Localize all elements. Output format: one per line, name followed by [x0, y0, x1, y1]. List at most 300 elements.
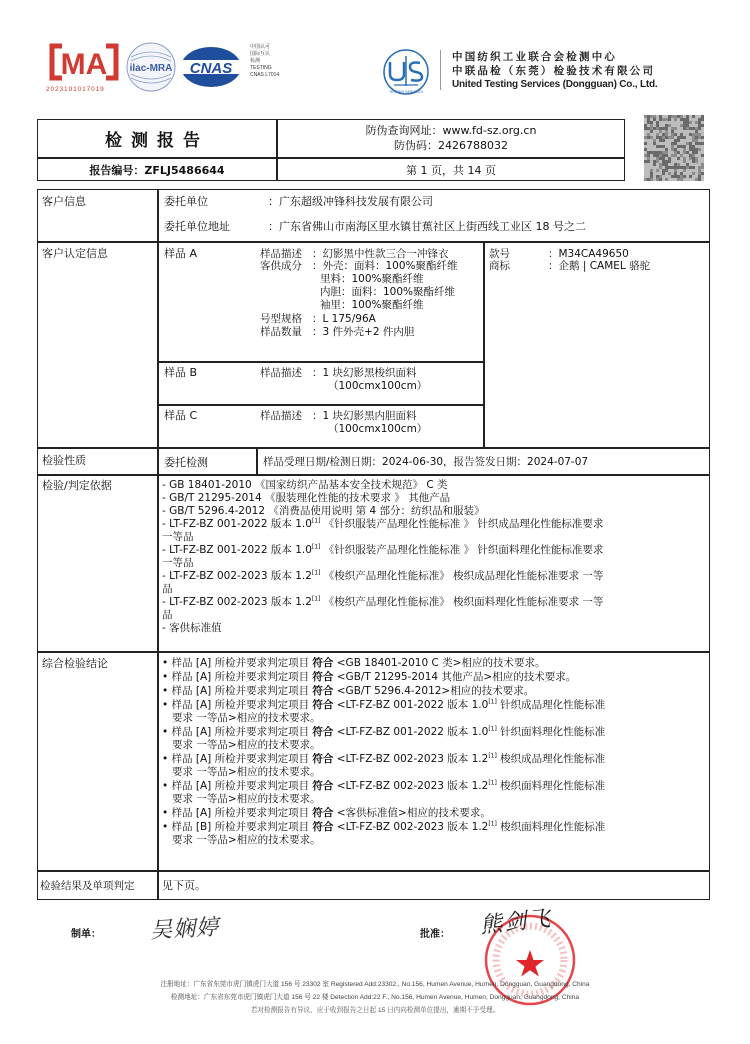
qr-module: [671, 166, 674, 169]
conclusion-item-wrap: 要求 一等品>相应的技术要求。: [172, 739, 321, 751]
qr-module: [659, 115, 662, 118]
qr-module: [683, 121, 686, 124]
cma-logo-text: MA: [60, 48, 108, 81]
qr-module: [692, 157, 695, 160]
cnas-note-line: TESTING: [250, 65, 272, 71]
qr-module: [677, 175, 680, 178]
qr-module: [680, 145, 683, 148]
qr-module: [686, 151, 689, 154]
qr-code[interactable]: [644, 115, 704, 181]
conclusion-prefix: • 样品 [A] 所检并要求判定项目: [162, 753, 313, 765]
qr-module: [671, 142, 674, 145]
conclusion-body: <LT-FZ-BZ 002-2023 版本 1.2: [333, 780, 489, 792]
conclusion-item: [162, 671, 707, 684]
qr-module: [695, 160, 698, 163]
uts-ring-text: TESTING SERVICES: [389, 90, 423, 94]
standard-item-wrap: 一等品: [162, 531, 194, 543]
org-name-line3: United Testing Services (Dongguan) Co., Ltd.: [452, 79, 658, 90]
standard-item: [162, 505, 707, 518]
qr-module: [674, 151, 677, 154]
qr-module: [662, 172, 665, 175]
cnas-note: [250, 44, 279, 79]
qr-module: [677, 115, 680, 118]
pass-verdict: 符合: [312, 821, 334, 833]
sample-b-label: 样品 B: [164, 366, 198, 379]
qr-module: [659, 178, 662, 181]
qr-module: [662, 169, 665, 172]
qr-module: [698, 127, 701, 130]
qr-module: [701, 166, 704, 169]
address-label: 委托单位地址: [164, 220, 230, 233]
conclusion-tail: 梭织面料理化性能标准: [496, 821, 606, 833]
qr-module: [695, 133, 698, 136]
qr-module: [695, 148, 698, 151]
qr-module: [659, 154, 662, 157]
sample-a-composition-label: 客供成分: [260, 260, 302, 272]
qr-module: [650, 136, 653, 139]
qr-module: [698, 142, 701, 145]
standard-text: - GB 18401-2010 《国家纺织产品基本安全技术规范》 C 类: [162, 479, 448, 491]
sample-a-desc-label: 样品描述: [260, 248, 302, 260]
qr-module: [647, 115, 650, 118]
qr-module: [698, 169, 701, 172]
ilac-logo-text: ilac-MRA: [129, 63, 173, 74]
sample-c-desc-label: 样品描述: [260, 410, 302, 422]
qr-module: [665, 127, 668, 130]
qr-module: [689, 121, 692, 124]
qr-module: [644, 124, 647, 127]
entrust-value: ：广东超级冲锋科技发展有限公司: [268, 195, 433, 208]
approved-by-signature: 熊剑飞: [479, 906, 554, 939]
qr-module: [659, 118, 662, 121]
qr-module: [695, 136, 698, 139]
standard-text: - GB/T 5296.4-2012 《消费品使用说明 第 4 部分：纺织品和服装》: [162, 505, 485, 517]
qr-module: [680, 124, 683, 127]
cnas-logo-text: CNAS: [189, 60, 233, 77]
qr-module: [695, 157, 698, 160]
conclusion-item-wrap: 要求 一等品>相应的技术要求。: [172, 712, 321, 724]
qr-module: [665, 133, 668, 136]
qr-module: [683, 118, 686, 121]
footnote-marker: [1]: [488, 698, 497, 706]
qr-module: [656, 127, 659, 130]
qr-module: [686, 121, 689, 124]
sample-b-size: （100cmx100cm）: [328, 380, 428, 392]
conclusion-body: <LT-FZ-BZ 001-2022 版本 1.0: [333, 699, 489, 711]
cnas-logo: [180, 46, 242, 88]
qr-module: [683, 145, 686, 148]
qr-module: [701, 118, 704, 121]
qr-module: [674, 127, 677, 130]
cnas-note-line: 中国认可: [250, 44, 271, 50]
composition-line: 袖里：100%聚酯纤维: [320, 299, 424, 311]
pass-verdict: 符合: [312, 807, 334, 819]
qr-module: [650, 127, 653, 130]
title-block: [37, 119, 625, 181]
qr-module: [662, 133, 665, 136]
qr-module: [650, 172, 653, 175]
conclusion-label: 综合检验结论: [42, 657, 108, 670]
qr-module: [659, 127, 662, 130]
qr-module: [671, 136, 674, 139]
test-nature-label: 检验性质: [42, 454, 86, 467]
org-name-line2: 中联品检（东莞）检验技术有限公司: [452, 65, 656, 77]
qr-module: [650, 115, 653, 118]
qr-module: [665, 118, 668, 121]
qr-module: [653, 142, 656, 145]
divider: [157, 404, 484, 406]
qr-module: [680, 136, 683, 139]
pass-verdict: 符合: [312, 780, 334, 792]
footnote-marker: [1]: [311, 595, 321, 603]
ilac-mra-logo: [125, 41, 177, 93]
qr-module: [653, 154, 656, 157]
footnote-marker: [1]: [311, 543, 321, 551]
pass-verdict: 符合: [312, 685, 334, 697]
qr-module: [674, 163, 677, 166]
qr-module: [644, 115, 647, 118]
qr-module: [665, 148, 668, 151]
footnote-marker: [1]: [488, 820, 497, 828]
standard-text: - GB/T 21295-2014 《服装理化性能的技术要求 》 其他产品: [162, 492, 451, 504]
qr-module: [686, 142, 689, 145]
conclusion-prefix: • 样品 [A] 所检并要求判定项目: [162, 657, 313, 669]
standard-item-wrap: 品: [162, 609, 173, 621]
standards-label: 检验/判定依据: [42, 479, 112, 492]
qr-module: [659, 145, 662, 148]
qr-module: [659, 166, 662, 169]
conclusion-item-wrap: 要求 一等品>相应的技术要求。: [172, 834, 321, 846]
qr-module: [701, 142, 704, 145]
pass-verdict: 符合: [312, 699, 334, 711]
sample-a-size-value: ：L 175/96A: [312, 313, 376, 325]
pass-verdict: 符合: [312, 753, 334, 765]
qr-module: [674, 169, 677, 172]
qr-module: [692, 136, 695, 139]
standard-text-tail: 《梭织产品理化性能标准》 梭织面料理化性能标准要求 一等: [320, 596, 604, 608]
qr-module: [656, 178, 659, 181]
qr-module: [680, 115, 683, 118]
qr-module: [668, 118, 671, 121]
sample-c-desc-value: ：1 块幻影黑内胆面料: [312, 410, 417, 422]
qr-module: [653, 139, 656, 142]
qr-module: [659, 139, 662, 142]
standard-item: [162, 518, 707, 531]
cnas-note-line: CNAS L7014: [250, 72, 280, 78]
qr-module: [656, 160, 659, 163]
cma-logo: [48, 40, 120, 84]
qr-module: [665, 160, 668, 163]
qr-module: [689, 175, 692, 178]
approved-by-label: 批准：: [420, 929, 450, 940]
qr-module: [683, 160, 686, 163]
test-nature-value: 委托检测: [164, 456, 208, 469]
qr-module: [653, 127, 656, 130]
qr-module: [701, 115, 704, 118]
qr-module: [683, 151, 686, 154]
qr-module: [674, 139, 677, 142]
standard-text: - LT-FZ-BZ 001-2022 版本 1.0: [162, 518, 312, 530]
qr-module: [665, 151, 668, 154]
qr-module: [695, 127, 698, 130]
qr-module: [656, 121, 659, 124]
report-table: [37, 189, 710, 900]
conclusion-tail: 梭织成品理化性能标准: [496, 753, 606, 765]
qr-module: [677, 139, 680, 142]
conclusion-item: [162, 780, 707, 793]
brand-label: 商标: [489, 260, 510, 272]
conclusion-item: [162, 685, 707, 698]
brand-value: ：企鹅 | CAMEL 骆驼: [548, 260, 651, 272]
qr-module: [674, 142, 677, 145]
qr-module: [665, 169, 668, 172]
qr-module: [665, 166, 668, 169]
divider: [38, 870, 709, 872]
qr-module: [656, 124, 659, 127]
qr-module: [701, 154, 704, 157]
qr-module: [671, 133, 674, 136]
qr-module: [656, 175, 659, 178]
qr-module: [665, 163, 668, 166]
divider: [38, 651, 709, 653]
qr-module: [668, 157, 671, 160]
sample-a-qty-value: ：3 件外壳+2 件内胆: [312, 326, 415, 338]
qr-module: [698, 172, 701, 175]
qr-module: [656, 145, 659, 148]
sample-a-label: 样品 A: [164, 247, 198, 260]
footnote-marker: [1]: [488, 779, 497, 787]
qr-module: [659, 151, 662, 154]
qr-module: [668, 160, 671, 163]
qr-module: [671, 145, 674, 148]
qr-module: [683, 127, 686, 130]
qr-module: [677, 166, 680, 169]
report-title: 检测报告: [105, 131, 209, 151]
sample-b-desc-value: ：1 块幻影黑梭织面料: [312, 367, 417, 379]
qr-module: [686, 115, 689, 118]
qr-module: [692, 160, 695, 163]
qr-module: [647, 136, 650, 139]
qr-module: [683, 124, 686, 127]
qr-module: [659, 157, 662, 160]
qr-module: [680, 172, 683, 175]
qr-module: [674, 166, 677, 169]
standard-item: [162, 544, 707, 557]
qr-module: [644, 154, 647, 157]
qr-module: [668, 136, 671, 139]
qr-module: [647, 157, 650, 160]
qr-module: [650, 124, 653, 127]
conclusion-item: [162, 699, 707, 712]
qr-module: [653, 118, 656, 121]
qr-module: [647, 178, 650, 181]
sample-c-label: 样品 C: [164, 409, 198, 422]
results-value: 见下页。: [162, 879, 206, 892]
conclusion-item: [162, 821, 707, 834]
qr-module: [662, 145, 665, 148]
qr-module: [677, 178, 680, 181]
conclusion-body: <GB/T 21295-2014 其他产品>相应的技术要求。: [333, 671, 577, 683]
qr-module: [680, 133, 683, 136]
qr-module: [644, 160, 647, 163]
qr-module: [674, 148, 677, 151]
qr-module: [662, 157, 665, 160]
objection-notice: 若对检测报告有异议，应于收到报告之日起 15 日内向检测单位提出，逾期不予受理。: [250, 1007, 500, 1014]
qr-module: [674, 172, 677, 175]
qr-module: [662, 151, 665, 154]
sample-a-qty-label: 样品数量: [260, 326, 302, 338]
divider: [38, 241, 709, 243]
qr-module: [662, 127, 665, 130]
qr-module: [656, 157, 659, 160]
pass-verdict: 符合: [312, 726, 334, 738]
qr-module: [689, 148, 692, 151]
qr-module: [695, 121, 698, 124]
divider: [38, 474, 709, 476]
qr-module: [692, 166, 695, 169]
qr-module: [677, 136, 680, 139]
qr-module: [698, 124, 701, 127]
standard-item-wrap: 品: [162, 583, 173, 595]
conclusion-tail: 针织面料理化性能标准: [496, 726, 606, 738]
qr-module: [698, 175, 701, 178]
qr-module: [674, 115, 677, 118]
qr-module: [647, 133, 650, 136]
qr-module: [686, 124, 689, 127]
qr-module: [668, 166, 671, 169]
qr-module: [683, 175, 686, 178]
qr-module: [698, 178, 701, 181]
qr-module: [662, 160, 665, 163]
footnote-marker: [1]: [311, 517, 321, 525]
conclusion-body: <客供标准值>相应的技术要求。: [333, 807, 491, 819]
qr-module: [647, 127, 650, 130]
qr-module: [698, 136, 701, 139]
entrust-label: 委托单位: [164, 195, 208, 208]
divider: [483, 241, 485, 447]
qr-module: [698, 133, 701, 136]
sample-a-desc-value: ：幻影黑中性款三合一冲锋衣: [312, 248, 449, 260]
qr-module: [698, 121, 701, 124]
qr-module: [692, 127, 695, 130]
standards-list: [162, 479, 707, 635]
qr-module: [677, 145, 680, 148]
conclusion-item: [162, 657, 707, 670]
conclusion-item-wrap: 要求 一等品>相应的技术要求。: [172, 793, 321, 805]
conclusion-body: <LT-FZ-BZ 001-2022 版本 1.0: [333, 726, 489, 738]
qr-module: [671, 154, 674, 157]
standard-item: [162, 622, 707, 635]
conclusion-tail: 针织成品理化性能标准: [496, 699, 606, 711]
qr-module: [701, 163, 704, 166]
conclusion-prefix: • 样品 [A] 所检并要求判定项目: [162, 699, 313, 711]
conclusion-body: <GB/T 5296.4-2012>相应的技术要求。: [333, 685, 535, 697]
registered-address: 注册地址：广东省东莞市虎门镇虎门大道 156 号 23302 室 Registered Add:23302., No.156, Humen Avenue, Humen, Dongguan, Guangdong, China: [160, 981, 590, 988]
standard-text: - LT-FZ-BZ 002-2023 版本 1.2: [162, 570, 312, 582]
qr-module: [647, 160, 650, 163]
qr-module: [677, 151, 680, 154]
composition-line: 内胆：面料：100%聚酯纤维: [320, 286, 456, 298]
qr-module: [680, 178, 683, 181]
qr-module: [656, 169, 659, 172]
qr-module: [695, 151, 698, 154]
org-name-line1: 中国纺织工业联合会检测中心: [452, 51, 618, 63]
qr-module: [683, 169, 686, 172]
conclusion-item-wrap: 要求 一等品>相应的技术要求。: [172, 766, 321, 778]
qr-module: [689, 133, 692, 136]
qr-module: [692, 154, 695, 157]
qr-module: [650, 175, 653, 178]
qr-module: [671, 130, 674, 133]
conclusion-body: <LT-FZ-BZ 002-2023 版本 1.2: [333, 821, 489, 833]
standard-item: [162, 570, 707, 583]
qr-module: [671, 115, 674, 118]
qr-module: [659, 130, 662, 133]
qr-module: [680, 118, 683, 121]
standard-text: - 客供标准值: [162, 622, 222, 634]
qr-module: [644, 178, 647, 181]
qr-module: [674, 118, 677, 121]
pass-verdict: 符合: [312, 657, 334, 669]
qr-module: [680, 166, 683, 169]
qr-module: [680, 175, 683, 178]
qr-module: [659, 136, 662, 139]
conclusion-body: <LT-FZ-BZ 002-2023 版本 1.2: [333, 753, 489, 765]
footnote-marker: [1]: [488, 752, 497, 760]
qr-module: [647, 121, 650, 124]
qr-module: [695, 178, 698, 181]
qr-module: [665, 130, 668, 133]
qr-module: [689, 157, 692, 160]
qr-module: [683, 166, 686, 169]
qr-module: [692, 151, 695, 154]
conclusion-item: [162, 726, 707, 739]
report-number: [38, 159, 276, 181]
style-no-value: ：M34CA49650: [548, 248, 629, 260]
qr-module: [644, 148, 647, 151]
qr-module: [668, 124, 671, 127]
qr-module: [656, 154, 659, 157]
qr-module: [689, 154, 692, 157]
header-divider: [440, 50, 441, 90]
standard-text: - LT-FZ-BZ 001-2022 版本 1.0: [162, 544, 312, 556]
conclusion-list: [162, 657, 707, 848]
sample-c-size: （100cmx100cm）: [328, 423, 428, 435]
verification-info: [278, 123, 624, 153]
divider: [157, 190, 159, 899]
conclusion-item: [162, 753, 707, 766]
qr-module: [692, 148, 695, 151]
qr-module: [692, 139, 695, 142]
qr-module: [689, 127, 692, 130]
qr-module: [671, 127, 674, 130]
sample-info-label: 客户认定信息: [42, 247, 108, 260]
conclusion-item: [162, 807, 707, 820]
verification-url: 防伪查询网址：www.fd-sz.org.cn: [365, 124, 537, 137]
qr-module: [674, 154, 677, 157]
qr-module: [677, 157, 680, 160]
qr-module: [656, 151, 659, 154]
divider: [256, 447, 258, 475]
qr-module: [644, 142, 647, 145]
style-no-label: 款号: [489, 248, 510, 260]
qr-module: [650, 130, 653, 133]
qr-module: [659, 175, 662, 178]
qr-module: [692, 145, 695, 148]
qr-module: [659, 163, 662, 166]
qr-module: [668, 172, 671, 175]
qr-module: [701, 172, 704, 175]
